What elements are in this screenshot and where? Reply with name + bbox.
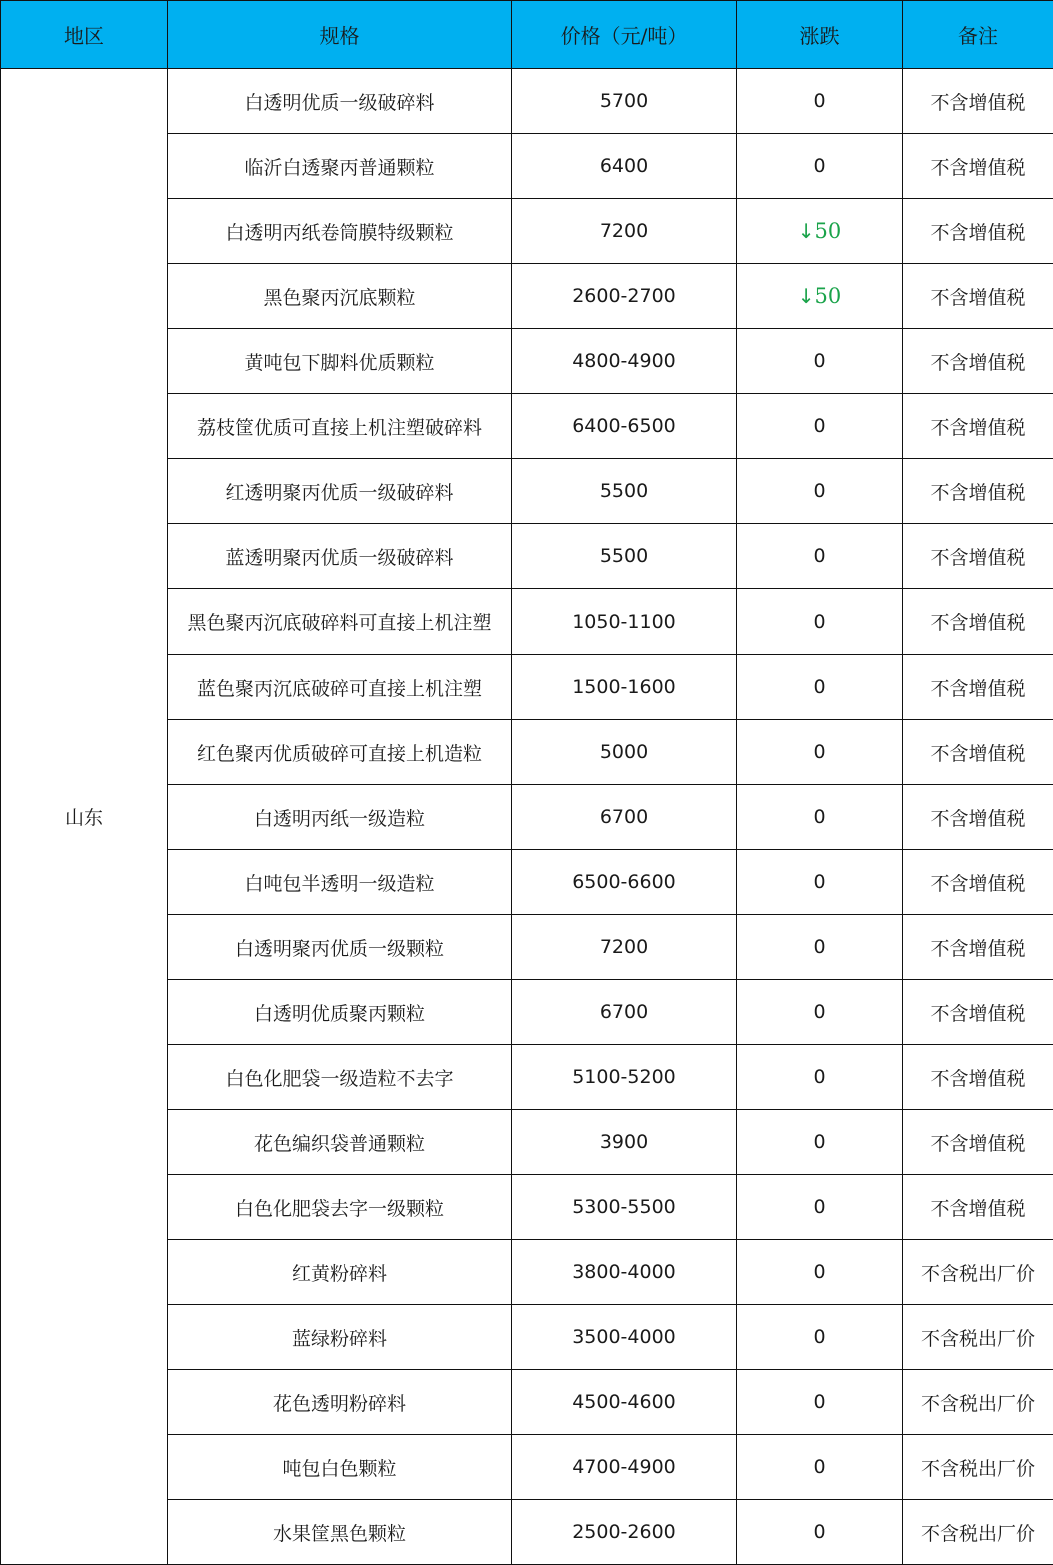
spec-cell: 蓝透明聚丙优质一级破碎料 — [168, 524, 512, 589]
spec-cell: 黄吨包下脚料优质颗粒 — [168, 329, 512, 394]
spec-cell: 花色编织袋普通颗粒 — [168, 1110, 512, 1175]
change-value: 50 — [815, 219, 842, 243]
price-cell: 4800-4900 — [512, 329, 737, 394]
price-cell: 5100-5200 — [512, 1045, 737, 1110]
change-cell: 0 — [737, 134, 903, 199]
note-cell: 不含税出厂价 — [903, 1500, 1053, 1565]
change-cell: 0 — [737, 1370, 903, 1435]
spec-cell: 白透明丙纸卷筒膜特级颗粒 — [168, 199, 512, 264]
change-cell: 0 — [737, 69, 903, 134]
price-cell: 6500-6600 — [512, 850, 737, 915]
price-cell: 7200 — [512, 915, 737, 980]
change-cell: 0 — [737, 785, 903, 850]
note-cell: 不含税出厂价 — [903, 1435, 1053, 1500]
price-down-indicator — [798, 219, 842, 243]
price-cell: 2600-2700 — [512, 264, 737, 329]
change-cell: 0 — [737, 1240, 903, 1305]
spec-cell: 蓝色聚丙沉底破碎可直接上机注塑 — [168, 655, 512, 720]
spec-cell: 白透明优质一级破碎料 — [168, 69, 512, 134]
spec-cell: 红透明聚丙优质一级破碎料 — [168, 459, 512, 524]
table-header-row — [1, 1, 1053, 69]
price-cell: 6700 — [512, 785, 737, 850]
price-cell: 5500 — [512, 524, 737, 589]
price-cell: 6700 — [512, 980, 737, 1045]
header-spec: 规格 — [168, 1, 512, 69]
change-cell: 0 — [737, 850, 903, 915]
spec-cell: 临沂白透聚丙普通颗粒 — [168, 134, 512, 199]
header-price: 价格（元/吨） — [512, 1, 737, 69]
table-row — [1, 69, 1053, 134]
header-change: 涨跌 — [737, 1, 903, 69]
price-cell: 5700 — [512, 69, 737, 134]
price-cell: 5000 — [512, 720, 737, 785]
change-cell: 0 — [737, 1110, 903, 1175]
note-cell: 不含增值税 — [903, 134, 1053, 199]
header-note: 备注 — [903, 1, 1053, 69]
header-region: 地区 — [1, 1, 168, 69]
note-cell: 不含税出厂价 — [903, 1305, 1053, 1370]
change-cell: 0 — [737, 524, 903, 589]
change-cell: 0 — [737, 1045, 903, 1110]
price-cell: 5300-5500 — [512, 1175, 737, 1240]
note-cell: 不含增值税 — [903, 329, 1053, 394]
spec-cell: 红黄粉碎料 — [168, 1240, 512, 1305]
note-cell: 不含增值税 — [903, 394, 1053, 459]
spec-cell: 蓝绿粉碎料 — [168, 1305, 512, 1370]
price-cell: 3900 — [512, 1110, 737, 1175]
price-down-indicator — [798, 284, 842, 308]
note-cell: 不含增值税 — [903, 1110, 1053, 1175]
change-value: 50 — [815, 284, 842, 308]
note-cell: 不含增值税 — [903, 1045, 1053, 1110]
note-cell: 不含增值税 — [903, 264, 1053, 329]
price-cell: 6400-6500 — [512, 394, 737, 459]
note-cell: 不含增值税 — [903, 524, 1053, 589]
note-cell: 不含增值税 — [903, 655, 1053, 720]
price-cell: 6400 — [512, 134, 737, 199]
price-cell: 4700-4900 — [512, 1435, 737, 1500]
price-cell: 1500-1600 — [512, 655, 737, 720]
price-cell: 2500-2600 — [512, 1500, 737, 1565]
change-cell: 0 — [737, 589, 903, 655]
spec-cell: 白吨包半透明一级造粒 — [168, 850, 512, 915]
change-cell: 0 — [737, 329, 903, 394]
spec-cell: 黑色聚丙沉底颗粒 — [168, 264, 512, 329]
spec-cell: 花色透明粉碎料 — [168, 1370, 512, 1435]
change-cell: 0 — [737, 655, 903, 720]
note-cell: 不含增值税 — [903, 459, 1053, 524]
note-cell: 不含增值税 — [903, 850, 1053, 915]
price-cell: 1050-1100 — [512, 589, 737, 655]
change-cell: 0 — [737, 459, 903, 524]
table-body — [1, 69, 1053, 1565]
note-cell: 不含增值税 — [903, 69, 1053, 134]
note-cell: 不含增值税 — [903, 199, 1053, 264]
change-cell: 0 — [737, 980, 903, 1045]
price-cell: 5500 — [512, 459, 737, 524]
change-cell — [737, 199, 903, 264]
spec-cell: 红色聚丙优质破碎可直接上机造粒 — [168, 720, 512, 785]
change-cell: 0 — [737, 1175, 903, 1240]
spec-cell: 吨包白色颗粒 — [168, 1435, 512, 1500]
price-cell: 3500-4000 — [512, 1305, 737, 1370]
change-cell: 0 — [737, 1500, 903, 1565]
note-cell: 不含增值税 — [903, 785, 1053, 850]
note-cell: 不含增值税 — [903, 589, 1053, 655]
spec-cell: 荔枝筐优质可直接上机注塑破碎料 — [168, 394, 512, 459]
note-cell: 不含增值税 — [903, 720, 1053, 785]
note-cell: 不含增值税 — [903, 980, 1053, 1045]
spec-cell: 白色化肥袋去字一级颗粒 — [168, 1175, 512, 1240]
region-cell: 山东 — [1, 69, 168, 1565]
note-cell: 不含税出厂价 — [903, 1370, 1053, 1435]
arrow-down-icon: ↓ — [798, 219, 815, 243]
change-cell: 0 — [737, 915, 903, 980]
change-cell: 0 — [737, 720, 903, 785]
change-cell: 0 — [737, 394, 903, 459]
price-cell: 3800-4000 — [512, 1240, 737, 1305]
change-cell — [737, 264, 903, 329]
spec-cell: 黑色聚丙沉底破碎料可直接上机注塑 — [168, 589, 512, 655]
change-cell: 0 — [737, 1435, 903, 1500]
arrow-down-icon: ↓ — [798, 284, 815, 308]
note-cell: 不含增值税 — [903, 915, 1053, 980]
price-cell: 4500-4600 — [512, 1370, 737, 1435]
spec-cell: 白色化肥袋一级造粒不去字 — [168, 1045, 512, 1110]
price-cell: 7200 — [512, 199, 737, 264]
spec-cell: 白透明丙纸一级造粒 — [168, 785, 512, 850]
note-cell: 不含税出厂价 — [903, 1240, 1053, 1305]
spec-cell: 白透明优质聚丙颗粒 — [168, 980, 512, 1045]
spec-cell: 水果筐黑色颗粒 — [168, 1500, 512, 1565]
spec-cell: 白透明聚丙优质一级颗粒 — [168, 915, 512, 980]
change-cell: 0 — [737, 1305, 903, 1370]
note-cell: 不含增值税 — [903, 1175, 1053, 1240]
